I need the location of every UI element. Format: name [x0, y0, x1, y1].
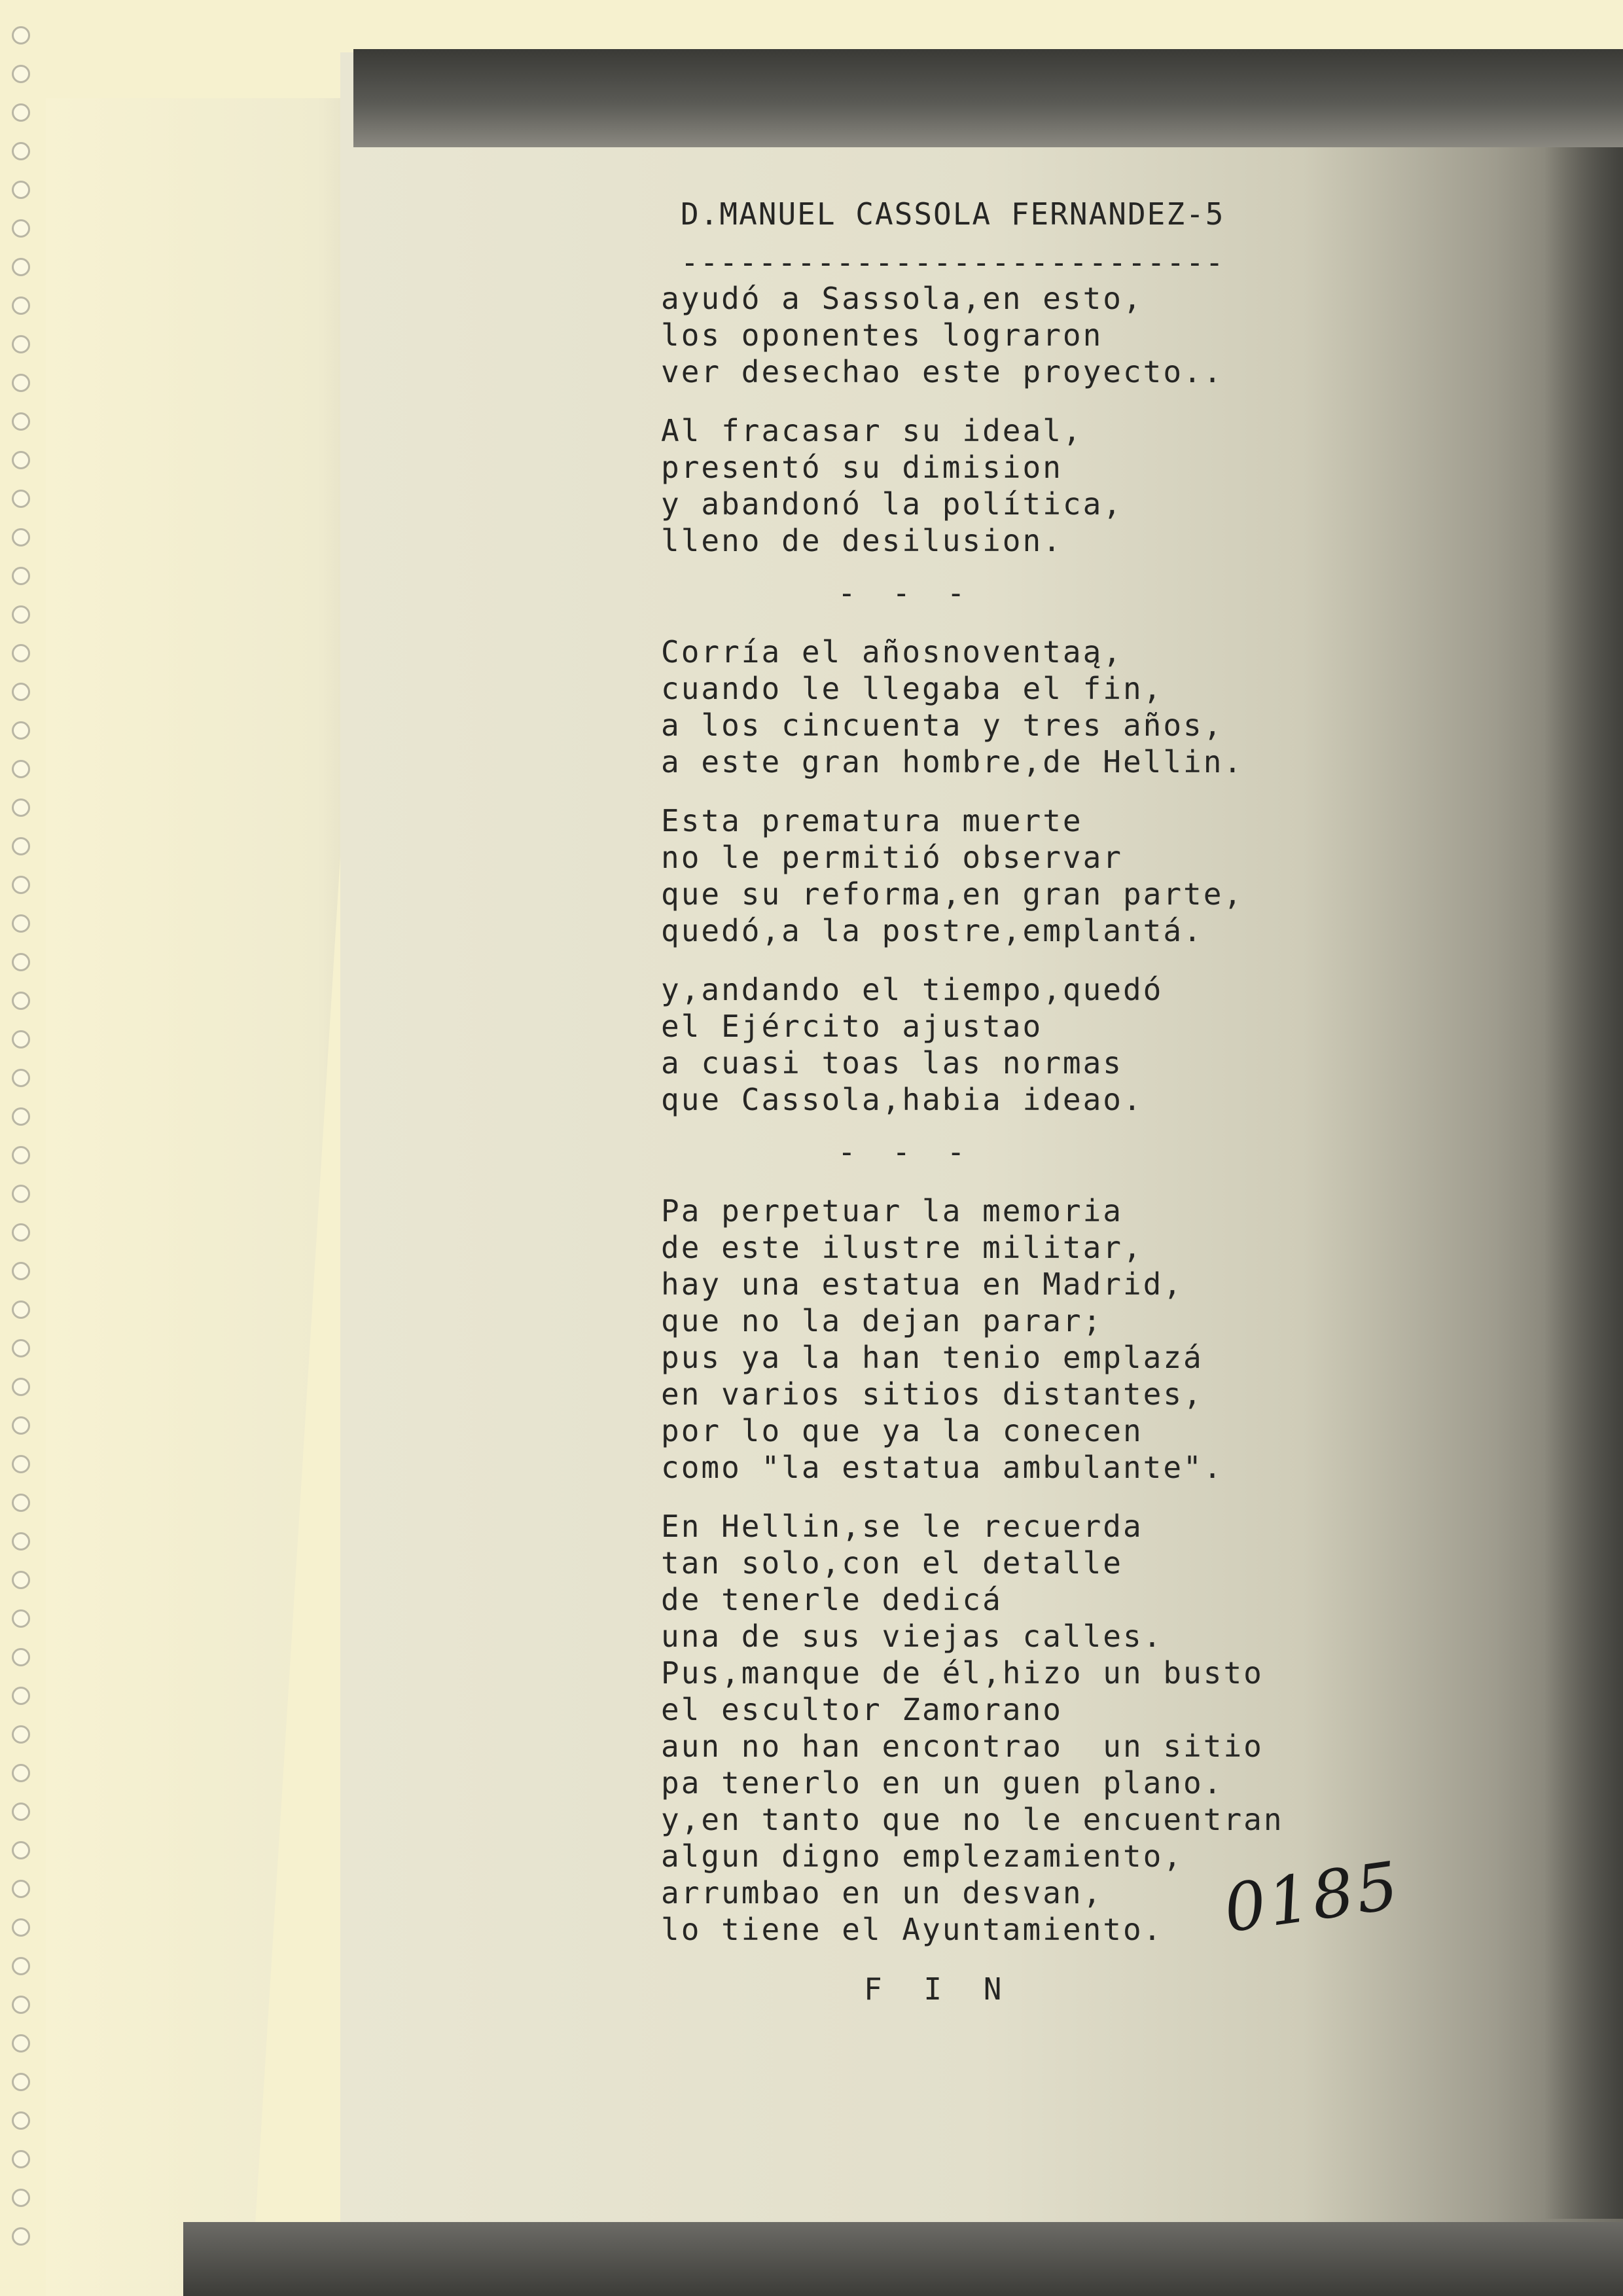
binding-hole	[12, 451, 30, 469]
poem-line: que su reforma,en gran parte,	[661, 876, 1244, 912]
binding-hole	[12, 1339, 30, 1357]
poem-line: hay una estatua en Madrid,	[661, 1266, 1184, 1302]
binding-hole	[12, 1223, 30, 1242]
binding-hole	[12, 1069, 30, 1087]
poem-line: Pa perpetuar la memoria	[661, 1193, 1123, 1229]
poem-page	[661, 196, 1577, 2007]
poem-line: tan solo,con el detalle	[661, 1545, 1123, 1581]
binding-hole	[12, 1494, 30, 1512]
binding-hole	[12, 1648, 30, 1666]
binding-hole	[12, 567, 30, 585]
binding-hole	[12, 953, 30, 971]
binding-hole	[12, 798, 30, 817]
binding-hole	[12, 296, 30, 315]
binding-hole	[12, 1803, 30, 1821]
poem-line: En Hellin,se le recuerda	[661, 1509, 1143, 1544]
binding-hole	[12, 914, 30, 933]
binding-hole	[12, 65, 30, 83]
poem-line: que no la dejan parar;	[661, 1303, 1103, 1338]
poem-line: los oponentes lograron	[661, 317, 1103, 353]
binding-holes	[12, 26, 38, 2278]
poem-line: Al fracasar su ideal,	[661, 413, 1083, 448]
poem-line: y,andando el tiempo,quedó	[661, 972, 1164, 1007]
poem-line: lo tiene el Ayuntamiento.	[661, 1912, 1164, 1947]
binding-hole	[12, 490, 30, 508]
poem-line: y abandonó la política,	[661, 486, 1123, 522]
binding-hole	[12, 1918, 30, 1937]
binding-hole	[12, 605, 30, 624]
poem-line: ver desechao este proyecto..	[661, 354, 1224, 389]
binding-hole	[12, 335, 30, 353]
binding-hole	[12, 876, 30, 894]
poem-line: el Ejército ajustao	[661, 1009, 1043, 1044]
binding-hole	[12, 103, 30, 122]
scan-top-border	[353, 49, 1623, 147]
binding-hole	[12, 721, 30, 740]
binding-hole	[12, 1996, 30, 2014]
binding-hole	[12, 1378, 30, 1396]
scan-bottom-border	[183, 2222, 1623, 2296]
binding-hole	[12, 1880, 30, 1898]
poem-line: arrumbao en un desvan,	[661, 1875, 1103, 1910]
binding-hole	[12, 2189, 30, 2207]
binding-hole	[12, 1687, 30, 1705]
binding-hole	[12, 412, 30, 431]
binding-hole	[12, 1532, 30, 1551]
stanza-1	[661, 280, 1577, 390]
binding-hole	[12, 258, 30, 276]
binding-hole	[12, 837, 30, 855]
binding-hole	[12, 2034, 30, 2053]
stanza-6	[661, 1193, 1577, 1486]
title-underline: ----------------------------	[681, 245, 1225, 280]
poem-line: a cuasi toas las normas	[661, 1045, 1123, 1081]
poem-line: quedó,a la postre,emplantá.	[661, 913, 1204, 948]
binding-hole	[12, 1416, 30, 1435]
binding-hole	[12, 2150, 30, 2168]
stanza-5	[661, 971, 1577, 1118]
binding-hole	[12, 374, 30, 392]
binding-hole	[12, 1262, 30, 1280]
poem-line: no le permitió observar	[661, 840, 1123, 875]
poem-line: y,en tanto que no le encuentran	[661, 1802, 1284, 1837]
binding-hole	[12, 1725, 30, 1744]
binding-hole	[12, 644, 30, 662]
poem-line: Esta prematura muerte	[661, 803, 1083, 838]
section-separator: - - -	[838, 1134, 974, 1170]
binding-hole	[12, 1841, 30, 1859]
binding-hole	[12, 1185, 30, 1203]
stanza-2	[661, 412, 1577, 559]
poem-line: que Cassola,habia ideao.	[661, 1082, 1143, 1117]
poem-line: una de sus viejas calles.	[661, 1619, 1164, 1654]
binding-hole	[12, 1146, 30, 1164]
poem-line: presentó su dimision	[661, 450, 1063, 485]
binding-hole	[12, 1455, 30, 1473]
binding-hole	[12, 181, 30, 199]
poem-line: pa tenerlo en un guen plano.	[661, 1765, 1224, 1801]
binding-hole	[12, 1571, 30, 1589]
poem-line: a los cincuenta y tres años,	[661, 708, 1224, 743]
binding-hole	[12, 1107, 30, 1126]
poem-line: a este gran hombre,de Hellin.	[661, 744, 1244, 780]
poem-line: algun digno emplezamiento,	[661, 1839, 1184, 1874]
binding-hole	[12, 2073, 30, 2091]
poem-line: por lo que ya la conecen	[661, 1413, 1143, 1448]
stanza-3	[661, 634, 1577, 780]
closing-text: F I N	[864, 1971, 1014, 2007]
binding-hole	[12, 219, 30, 238]
section-separator: - - -	[838, 575, 974, 611]
poem-line: Pus,manque de él,hizo un busto	[661, 1655, 1264, 1691]
poem-line: en varios sitios distantes,	[661, 1376, 1204, 1412]
poem-line: lleno de desilusion.	[661, 523, 1063, 558]
binding-hole	[12, 760, 30, 778]
binding-hole	[12, 1957, 30, 1975]
folded-page-edge	[46, 98, 387, 2296]
page-title: D.MANUEL CASSOLA FERNANDEZ-5	[681, 196, 1225, 232]
binding-hole	[12, 26, 30, 45]
poem-line: aun no han encontrao un sitio	[661, 1729, 1264, 1764]
stanza-7	[661, 1508, 1577, 1948]
poem-line: de este ilustre militar,	[661, 1230, 1143, 1265]
binding-hole	[12, 1764, 30, 1782]
poem-line: como "la estatua ambulante".	[661, 1450, 1224, 1485]
poem-line: Corría el añosnoventaą,	[661, 634, 1123, 670]
binding-hole	[12, 1300, 30, 1319]
binding-hole	[12, 142, 30, 160]
poem-line: ayudó a Sassola,en esto,	[661, 281, 1143, 316]
binding-hole	[12, 1030, 30, 1049]
binding-hole	[12, 683, 30, 701]
poem-line: de tenerle dedicá	[661, 1582, 1003, 1617]
poem-line: pus ya la han tenio emplazá	[661, 1340, 1204, 1375]
handwritten-page-number: 0185	[1219, 1846, 1406, 1948]
stanza-4	[661, 802, 1577, 949]
binding-hole	[12, 2111, 30, 2130]
binding-hole	[12, 528, 30, 547]
poem-line: cuando le llegaba el fin,	[661, 671, 1164, 706]
binding-hole	[12, 2227, 30, 2246]
poem-line: el escultor Zamorano	[661, 1692, 1063, 1727]
binding-hole	[12, 992, 30, 1010]
binding-hole	[12, 1609, 30, 1628]
